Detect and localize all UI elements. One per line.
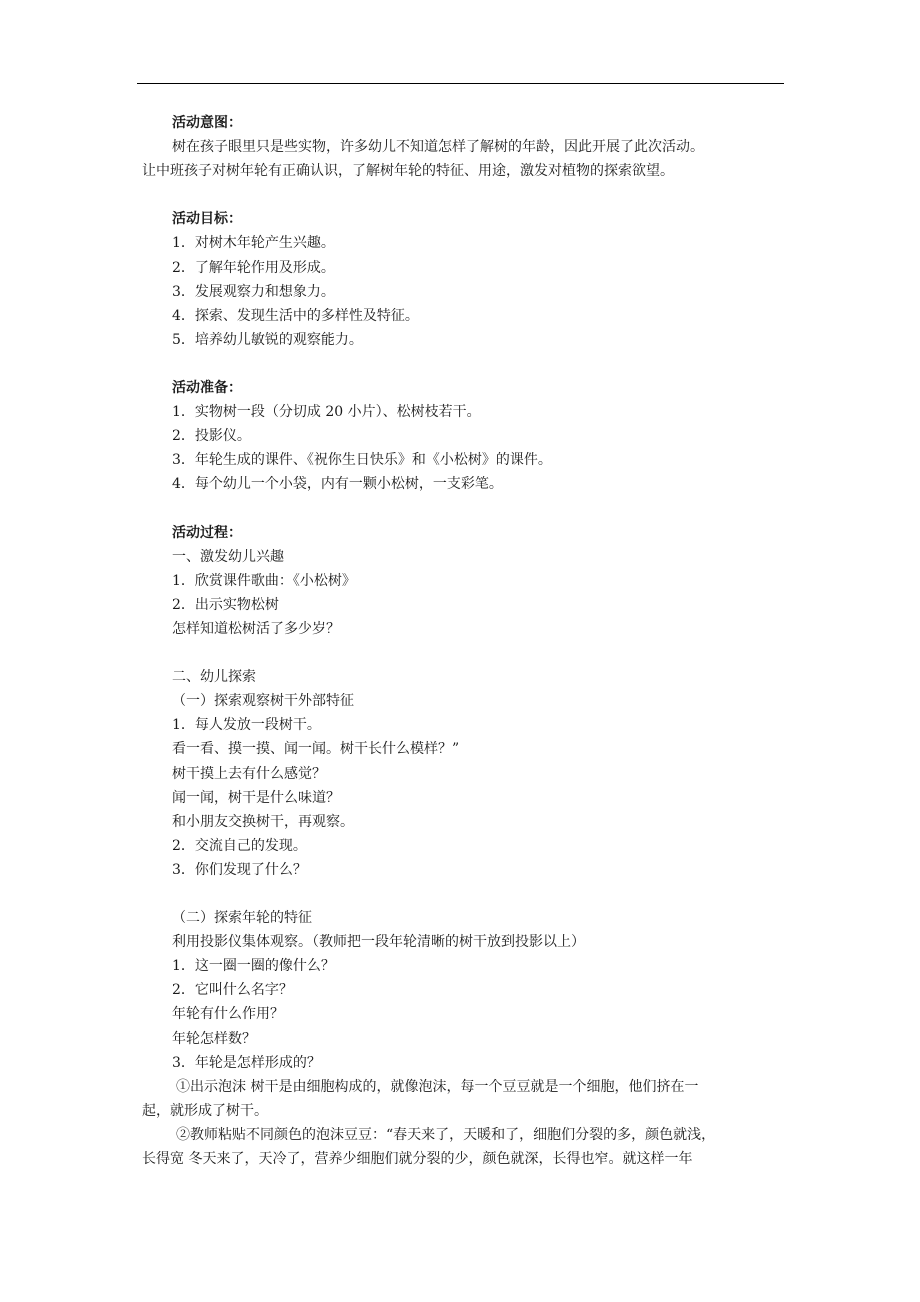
paragraph-line: 年轮有什么作用？: [172, 1006, 284, 1023]
list-item: 1．这一圈一圈的像什么？: [172, 958, 335, 975]
list-item: 5．培养幼儿敏锐的观察能力。: [172, 331, 363, 348]
list-item: 2．了解年轮作用及形成。: [172, 259, 335, 276]
list-item: 1．欣赏课件歌曲：《小松树》: [172, 572, 356, 589]
subsection-title: （一）探索观察树干外部特征: [172, 693, 354, 710]
paragraph-line: ①出示泡沫 树干是由细胞构成的，就像泡沫，每一个豆豆就是一个细胞，他们挤在一: [176, 1078, 699, 1095]
list-item: 4．每个幼儿一个小袋，内有一颗小松树，一支彩笔。: [172, 476, 503, 493]
list-item: 2．交流自己的发现。: [172, 837, 307, 854]
section-heading-intent: 活动意图：: [172, 115, 242, 131]
paragraph-line: 怎样知道松树活了多少岁？: [172, 620, 340, 637]
paragraph-line: 长得宽 冬天来了，天冷了，营养少细胞们就分裂的少，颜色就深，长得也窄。就这样一年: [142, 1151, 693, 1168]
subsection-title: （二）探索年轮的特征: [172, 910, 312, 927]
list-item: 3．发展观察力和想象力。: [172, 283, 335, 300]
paragraph-line: 利用投影仪集体观察。（教师把一段年轮清晰的树干放到投影以上）: [172, 934, 585, 951]
paragraph-line: 树在孩子眼里只是些实物，许多幼儿不知道怎样了解树的年龄，因此开展了此次活动。: [172, 139, 704, 156]
section-heading-preparation: 活动准备：: [172, 380, 242, 397]
list-item: 1．每人发放一段树干。: [172, 717, 321, 734]
list-item: 3．年轮是怎样形成的？: [172, 1054, 321, 1071]
list-item: 3．你们发现了什么？: [172, 861, 307, 878]
paragraph-line: 年轮怎样数？: [172, 1030, 256, 1047]
paragraph-line: 树干摸上去有什么感觉？: [172, 765, 326, 782]
list-item: 2．投影仪。: [172, 428, 251, 445]
paragraph-line: 起，就形成了树干。: [142, 1102, 268, 1119]
list-item: 3．年轮生成的课件、《祝你生日快乐》和《小松树》的课件。: [172, 452, 552, 469]
paragraph-line: ②教师粘贴不同颜色的泡沫豆豆：“春天来了，天暖和了，细胞们分裂的多，颜色就浅，: [176, 1126, 716, 1143]
paragraph-line: 看一看、摸一摸、闻一闻。树干长什么模样？”: [172, 741, 460, 758]
section-heading-goals: 活动目标：: [172, 211, 242, 228]
header-rule: [137, 83, 784, 84]
list-item: 4．探索、发现生活中的多样性及特征。: [172, 307, 419, 324]
list-item: 2．它叫什么名字？: [172, 982, 293, 999]
section-heading-process: 活动过程：: [172, 524, 242, 541]
list-item: 1．实物树一段（分切成 20 小片）、松树枝若干。: [172, 404, 481, 421]
paragraph-line: 让中班孩子对树年轮有正确认识，了解树年轮的特征、用途，激发对植物的探索欲望。: [142, 163, 674, 180]
list-item: 2．出示实物松树: [172, 596, 279, 613]
list-item: 1．对树木年轮产生兴趣。: [172, 235, 335, 252]
document-body: [142, 111, 792, 1171]
subsection-title: 一、激发幼儿兴趣: [172, 548, 284, 565]
subsection-title: 二、幼儿探索: [172, 669, 256, 686]
paragraph-line: 闻一闻，树干是什么味道？: [172, 789, 340, 806]
paragraph-line: 和小朋友交换树干，再观察。: [172, 813, 354, 830]
